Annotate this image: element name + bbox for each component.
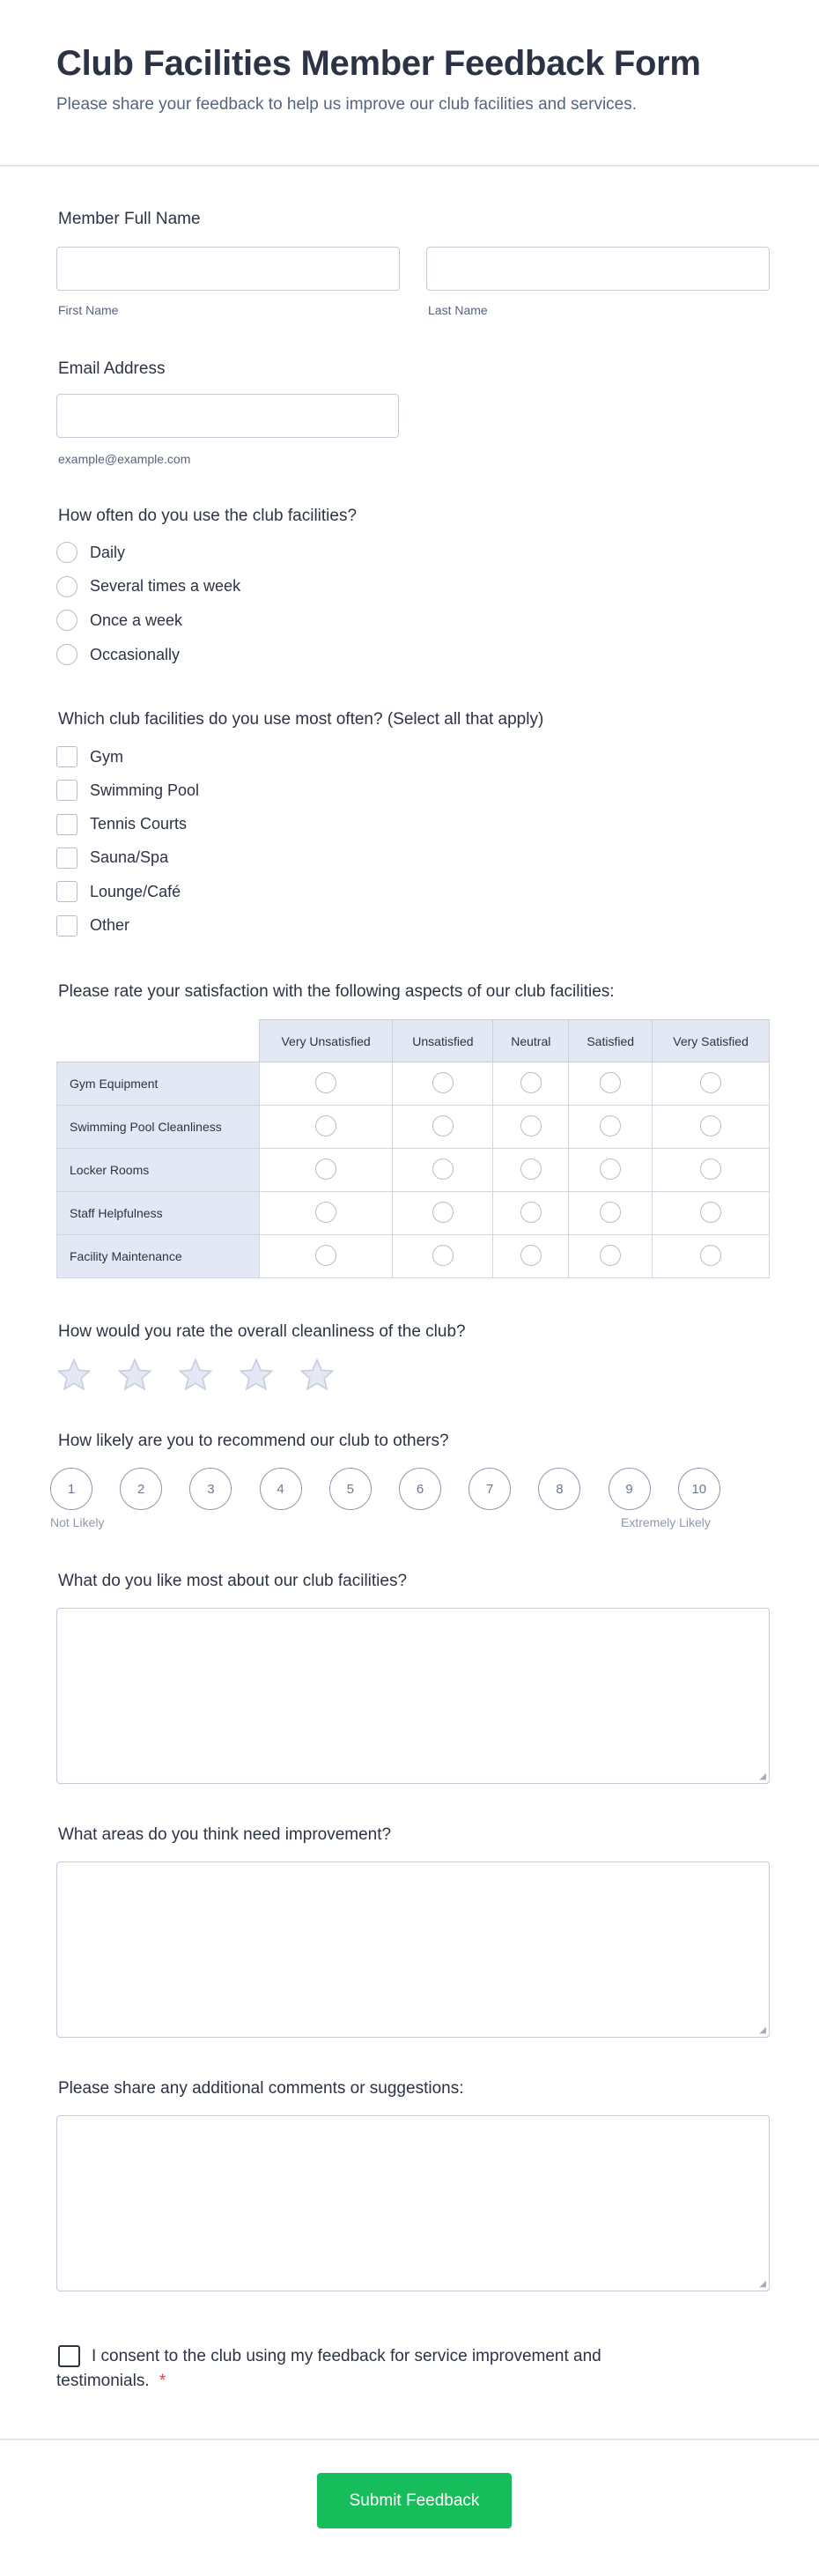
matrix-cell: [259, 1106, 393, 1149]
page-subtitle: Please share your feedback to help us improve our club facilities and services.: [56, 95, 638, 114]
resize-handle-icon[interactable]: ◢: [759, 1772, 766, 1781]
matrix-cell: [393, 1106, 493, 1149]
last-name-input[interactable]: [426, 247, 770, 291]
matrix-row: [57, 1149, 770, 1192]
scale-option-8[interactable]: 8: [538, 1468, 580, 1510]
scale-option-3[interactable]: 3: [189, 1468, 232, 1510]
like-most-label: What do you like most about our club facilities?: [58, 1572, 408, 1590]
matrix-column-header: Neutral: [493, 1020, 569, 1062]
matrix-row-label: Facility Maintenance: [57, 1235, 260, 1278]
consent-text-line2: testimonials.: [56, 2372, 150, 2390]
scale-option-2[interactable]: 2: [120, 1468, 162, 1510]
scale-option-1[interactable]: 1: [50, 1468, 92, 1510]
option-label: Gym: [90, 747, 123, 766]
matrix-radio[interactable]: [315, 1115, 336, 1136]
matrix-cell: [569, 1235, 653, 1278]
option-label: Lounge/Café: [90, 882, 181, 900]
resize-handle-icon[interactable]: ◢: [759, 2279, 766, 2289]
matrix-radio[interactable]: [600, 1245, 621, 1266]
page-title: Club Facilities Member Feedback Form: [56, 44, 701, 83]
matrix-row-label: Swimming Pool Cleanliness: [57, 1106, 260, 1149]
checkbox[interactable]: [56, 881, 77, 902]
matrix-radio[interactable]: [600, 1115, 621, 1136]
submit-feedback-button[interactable]: Submit Feedback: [317, 2473, 512, 2528]
star-icon[interactable]: [117, 1358, 152, 1393]
matrix-cell: [493, 1062, 569, 1106]
recommend-label: How likely are you to recommend our club to others?: [58, 1432, 449, 1450]
matrix-radio[interactable]: [520, 1202, 542, 1223]
frequency-label: How often do you use the club facilities?: [58, 507, 358, 525]
matrix-cell: [493, 1106, 569, 1149]
first-name-sublabel: First Name: [58, 303, 119, 317]
footer-divider: [0, 2439, 819, 2440]
checkbox[interactable]: [56, 814, 77, 835]
facility-option[interactable]: [56, 915, 129, 936]
matrix-cell: [259, 1235, 393, 1278]
matrix-column-header: Satisfied: [569, 1020, 653, 1062]
star-icon[interactable]: [56, 1358, 92, 1393]
frequency-option[interactable]: [56, 542, 125, 563]
checkbox[interactable]: [56, 915, 77, 936]
matrix-row-label: Gym Equipment: [57, 1062, 260, 1106]
matrix-radio[interactable]: [315, 1158, 336, 1180]
matrix-radio[interactable]: [315, 1202, 336, 1223]
matrix-radio[interactable]: [700, 1158, 721, 1180]
radio-button[interactable]: [56, 610, 77, 631]
frequency-option[interactable]: [56, 644, 180, 665]
matrix-radio[interactable]: [315, 1072, 336, 1093]
scale-low-label: Not Likely: [50, 1515, 105, 1529]
matrix-row: [57, 1235, 770, 1278]
matrix-cell: [653, 1106, 770, 1149]
matrix-cell: [653, 1062, 770, 1106]
matrix-radio[interactable]: [600, 1158, 621, 1180]
email-input[interactable]: [56, 394, 399, 438]
matrix-corner: [57, 1020, 260, 1062]
matrix-radio[interactable]: [520, 1072, 542, 1093]
matrix-cell: [569, 1192, 653, 1235]
matrix-cell: [569, 1149, 653, 1192]
scale-option-10[interactable]: 10: [678, 1468, 720, 1510]
matrix-column-header: Very Unsatisfied: [259, 1020, 393, 1062]
star-icon[interactable]: [299, 1358, 335, 1393]
matrix-cell: [393, 1062, 493, 1106]
comments-textarea[interactable]: [56, 2115, 770, 2291]
star-icon[interactable]: [239, 1358, 274, 1393]
option-label: Swimming Pool: [90, 781, 200, 799]
like-most-textarea[interactable]: [56, 1608, 770, 1784]
option-label: Daily: [90, 543, 126, 561]
frequency-option[interactable]: [56, 576, 240, 597]
cleanliness-label: How would you rate the overall cleanliness of the club?: [58, 1322, 466, 1341]
frequency-option[interactable]: [56, 610, 182, 631]
improve-textarea[interactable]: [56, 1862, 770, 2038]
consent-text-line1: I consent to the club using my feedback for service improvement and: [92, 2347, 601, 2365]
matrix-radio[interactable]: [432, 1115, 454, 1136]
radio-button[interactable]: [56, 576, 77, 597]
matrix-label: Please rate your satisfaction with the following aspects of our club facilities:: [58, 982, 615, 1001]
matrix-cell: [259, 1192, 393, 1235]
matrix-column-header: Unsatisfied: [393, 1020, 493, 1062]
required-asterisk: *: [159, 2372, 166, 2390]
facility-option[interactable]: [56, 848, 168, 869]
checkbox[interactable]: [56, 848, 77, 869]
checkbox[interactable]: [56, 746, 77, 767]
scale-high-label: Extremely Likely: [621, 1515, 711, 1529]
option-label: Other: [90, 916, 130, 934]
matrix-row-label: Locker Rooms: [57, 1149, 260, 1192]
matrix-radio[interactable]: [700, 1245, 721, 1266]
matrix-row: [57, 1106, 770, 1149]
matrix-row: [57, 1062, 770, 1106]
full-name-label: Member Full Name: [58, 210, 201, 228]
matrix-cell: [493, 1192, 569, 1235]
matrix-cell: [653, 1192, 770, 1235]
matrix-radio[interactable]: [520, 1245, 542, 1266]
matrix-radio[interactable]: [700, 1202, 721, 1223]
matrix-radio[interactable]: [432, 1202, 454, 1223]
scale-option-5[interactable]: 5: [329, 1468, 372, 1510]
last-name-sublabel: Last Name: [428, 303, 488, 317]
comments-label: Please share any additional comments or suggestions:: [58, 2079, 464, 2098]
matrix-radio[interactable]: [520, 1115, 542, 1136]
satisfaction-matrix: [56, 1019, 770, 1278]
improve-label: What areas do you think need improvement?: [58, 1825, 392, 1844]
matrix-cell: [259, 1149, 393, 1192]
option-label: Sauna/Spa: [90, 848, 169, 867]
matrix-radio[interactable]: [432, 1158, 454, 1180]
email-label: Email Address: [58, 359, 166, 378]
matrix-cell: [653, 1235, 770, 1278]
matrix-radio[interactable]: [432, 1245, 454, 1266]
facility-option[interactable]: [56, 746, 123, 767]
matrix-cell: [493, 1235, 569, 1278]
matrix-cell: [569, 1062, 653, 1106]
scale-option-9[interactable]: 9: [609, 1468, 651, 1510]
facilities-label: Which club facilities do you use most often? (Select all that apply): [58, 710, 544, 729]
consent-checkbox[interactable]: [58, 2345, 80, 2367]
first-name-input[interactable]: [56, 247, 400, 291]
matrix-radio[interactable]: [520, 1158, 542, 1180]
matrix-radio[interactable]: [600, 1072, 621, 1093]
matrix-cell: [393, 1149, 493, 1192]
matrix-cell: [493, 1149, 569, 1192]
option-label: Tennis Courts: [90, 815, 188, 833]
option-label: Occasionally: [90, 645, 181, 663]
facility-option[interactable]: [56, 780, 199, 801]
checkbox[interactable]: [56, 780, 77, 801]
star-icon[interactable]: [178, 1358, 213, 1393]
matrix-radio[interactable]: [600, 1202, 621, 1223]
matrix-row-label: Staff Helpfulness: [57, 1192, 260, 1235]
radio-button[interactable]: [56, 644, 77, 665]
matrix-radio[interactable]: [700, 1115, 721, 1136]
resize-handle-icon[interactable]: ◢: [759, 2025, 766, 2035]
matrix-cell: [259, 1062, 393, 1106]
scale-option-4[interactable]: 4: [260, 1468, 302, 1510]
radio-button[interactable]: [56, 542, 77, 563]
facility-option[interactable]: [56, 881, 181, 902]
option-label: Several times a week: [90, 577, 241, 596]
option-label: Once a week: [90, 611, 183, 629]
matrix-row: [57, 1192, 770, 1235]
matrix-radio[interactable]: [700, 1072, 721, 1093]
scale-option-6[interactable]: 6: [399, 1468, 441, 1510]
matrix-radio[interactable]: [315, 1245, 336, 1266]
header-divider: [0, 165, 819, 167]
facility-option[interactable]: [56, 814, 187, 835]
scale-option-7[interactable]: 7: [469, 1468, 511, 1510]
matrix-radio[interactable]: [432, 1072, 454, 1093]
email-sublabel: example@example.com: [58, 452, 191, 466]
matrix-cell: [653, 1149, 770, 1192]
matrix-cell: [393, 1235, 493, 1278]
matrix-cell: [393, 1192, 493, 1235]
matrix-column-header: Very Satisfied: [653, 1020, 770, 1062]
matrix-cell: [569, 1106, 653, 1149]
